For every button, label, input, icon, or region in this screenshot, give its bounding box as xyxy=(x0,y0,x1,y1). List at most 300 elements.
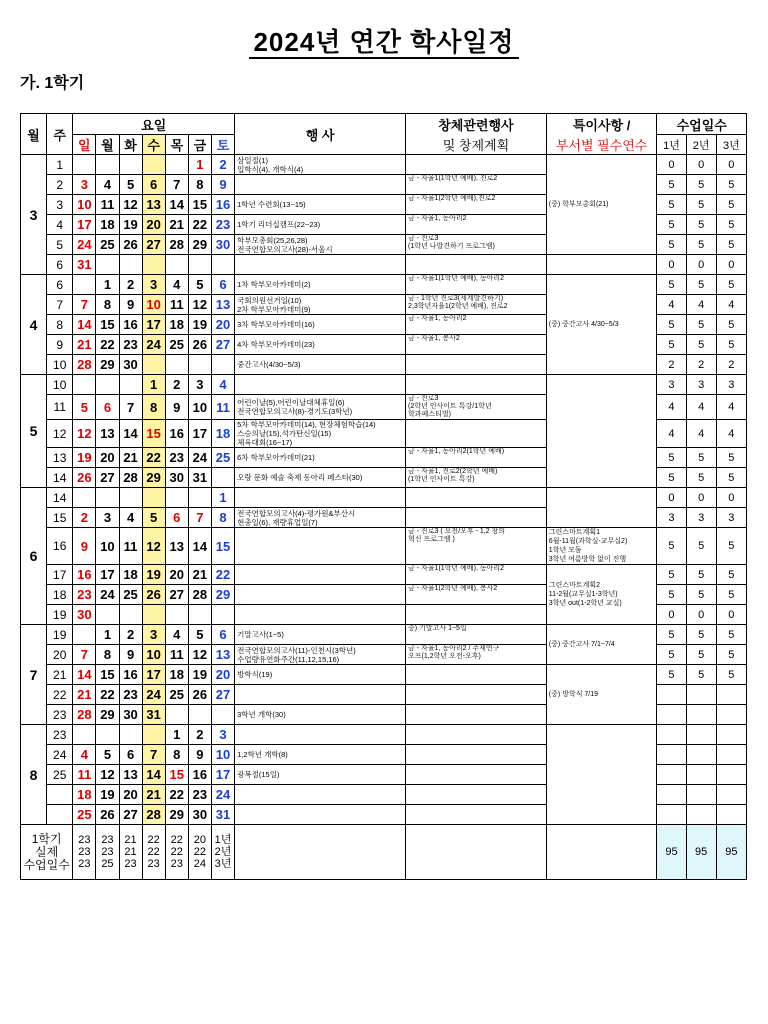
special-header-2: 부서별 필수연수 xyxy=(546,135,657,155)
week-number-cell xyxy=(47,785,73,805)
creative-cell: 금 - 자율1, 동아리2 xyxy=(406,315,547,335)
day-cell: 10 xyxy=(96,528,119,565)
day-cell: 7 xyxy=(73,295,96,315)
creative-cell: 금 - 자율1, 동아리2 xyxy=(406,215,547,235)
day-cell: 4 xyxy=(211,375,234,395)
day-cell xyxy=(96,605,119,625)
day-cell: 29 xyxy=(96,355,119,375)
day-cell: 8 xyxy=(188,175,211,195)
creative-cell xyxy=(406,488,547,508)
week-row xyxy=(21,275,747,295)
classdays-cell: 0 xyxy=(716,488,746,508)
event-cell: 방학식(19) xyxy=(235,665,406,685)
day-cell: 12 xyxy=(142,528,165,565)
day-cell: 10 xyxy=(73,195,96,215)
week-number-cell: 12 xyxy=(47,420,73,448)
day-cell xyxy=(211,355,234,375)
day-cell xyxy=(188,355,211,375)
classdays-cell: 5 xyxy=(686,448,716,468)
day-cell: 7 xyxy=(188,508,211,528)
classdays-cell: 5 xyxy=(716,335,746,355)
day-cell: 22 xyxy=(165,785,188,805)
event-cell xyxy=(235,585,406,605)
day-cell: 8 xyxy=(96,645,119,665)
day-cell: 31 xyxy=(142,705,165,725)
day-cell: 22 xyxy=(211,565,234,585)
day-cell: 18 xyxy=(119,565,142,585)
day-cell xyxy=(142,155,165,175)
day-cell: 4 xyxy=(96,175,119,195)
creative-cell: 금 - 진로3 (2학년 인사이트 특강/1학년 학과페스티벌) xyxy=(406,395,547,420)
day-cell: 25 xyxy=(165,685,188,705)
day-cell: 9 xyxy=(73,528,96,565)
special-cell: (중) 중간고사 7/1~7/4 xyxy=(546,625,657,665)
classdays-cell: 5 xyxy=(716,215,746,235)
creative-cell xyxy=(406,745,547,765)
day-cell: 28 xyxy=(73,355,96,375)
day-cell: 18 xyxy=(165,665,188,685)
day-cell: 11 xyxy=(165,645,188,665)
day-cell: 30 xyxy=(73,605,96,625)
day-cell: 14 xyxy=(119,420,142,448)
day-header-wed: 수 xyxy=(142,135,165,155)
day-cell: 16 xyxy=(119,665,142,685)
day-cell: 28 xyxy=(73,705,96,725)
creative-cell: 금 - 자율1, 동아리2(1학년 예배) xyxy=(406,448,547,468)
day-cell: 4 xyxy=(165,625,188,645)
footer-daycount-value: 22 xyxy=(147,834,160,846)
creative-cell: 금 - 자율1, 동아리2 / 주제연구 오프(1,2학년 오전-오후) xyxy=(406,645,547,665)
classdays-cell: 5 xyxy=(686,528,716,565)
day-cell: 5 xyxy=(188,275,211,295)
week-number-cell: 23 xyxy=(47,705,73,725)
day-cell: 31 xyxy=(211,805,234,825)
day-cell: 1 xyxy=(142,375,165,395)
day-cell: 26 xyxy=(119,235,142,255)
footer-label-line: 수업일수 xyxy=(23,857,70,872)
classdays-cell: 5 xyxy=(657,625,686,645)
day-cell: 20 xyxy=(96,448,119,468)
week-row xyxy=(21,625,747,645)
week-number-cell: 14 xyxy=(47,488,73,508)
day-cell xyxy=(211,468,234,488)
classdays-cell: 5 xyxy=(716,468,746,488)
day-cell xyxy=(188,605,211,625)
day-cell xyxy=(119,605,142,625)
event-cell xyxy=(235,488,406,508)
event-cell: 1학년 수련회(13~15) xyxy=(235,195,406,215)
day-cell xyxy=(165,605,188,625)
classdays-cell: 5 xyxy=(686,565,716,585)
schedule-table xyxy=(20,113,747,880)
week-number-cell: 1 xyxy=(47,155,73,175)
grade-header-3: 3년 xyxy=(716,135,746,155)
footer-daycount-value: 2년 xyxy=(214,846,232,858)
special-cell xyxy=(546,725,657,825)
section-heading: 가. 1학기 xyxy=(20,75,85,92)
day-cell xyxy=(119,255,142,275)
day-cell: 12 xyxy=(188,295,211,315)
day-cell: 2 xyxy=(188,725,211,745)
day-cell: 14 xyxy=(188,528,211,565)
day-cell: 10 xyxy=(142,645,165,665)
events-header: 행 사 xyxy=(235,114,406,155)
day-cell: 26 xyxy=(96,805,119,825)
day-cell: 1 xyxy=(96,275,119,295)
day-cell: 15 xyxy=(165,765,188,785)
classdays-cell: 5 xyxy=(686,585,716,605)
day-cell: 28 xyxy=(142,805,165,825)
classdays-cell: 5 xyxy=(716,235,746,255)
footer-special-cell xyxy=(546,825,657,880)
day-cell: 30 xyxy=(211,235,234,255)
grade-header-1: 1년 xyxy=(657,135,686,155)
day-cell: 17 xyxy=(96,565,119,585)
day-cell: 9 xyxy=(119,295,142,315)
day-cell: 24 xyxy=(142,685,165,705)
week-number-cell: 7 xyxy=(47,295,73,315)
day-cell: 5 xyxy=(119,175,142,195)
day-cell: 23 xyxy=(119,685,142,705)
day-cell: 2 xyxy=(119,275,142,295)
day-cell xyxy=(96,488,119,508)
special-cell: (중) 학부모총회(21) xyxy=(546,155,657,255)
footer-daycount-value: 3년 xyxy=(214,858,232,870)
day-cell: 16 xyxy=(73,565,96,585)
event-cell xyxy=(235,725,406,745)
classdays-cell: 2 xyxy=(657,355,686,375)
week-number-cell: 22 xyxy=(47,685,73,705)
creative-cell xyxy=(406,705,547,725)
day-cell: 27 xyxy=(211,685,234,705)
day-cell: 24 xyxy=(142,335,165,355)
day-cell: 22 xyxy=(142,448,165,468)
day-cell: 26 xyxy=(73,468,96,488)
day-cell: 11 xyxy=(96,195,119,215)
classdays-cell: 5 xyxy=(716,625,746,645)
week-number-cell: 18 xyxy=(47,585,73,605)
week-number-cell xyxy=(47,805,73,825)
month-header: 월 xyxy=(21,114,47,155)
month-cell: 4 xyxy=(21,275,47,375)
week-number-cell: 10 xyxy=(47,375,73,395)
special-cell: 그린스마트계획1 6월-11월(과학실-교무실2) 1학년 모둠 3학년 여름방학 없이 진행 xyxy=(546,528,657,565)
classdays-cell: 0 xyxy=(657,605,686,625)
event-cell xyxy=(235,255,406,275)
event-cell xyxy=(235,175,406,195)
day-cell xyxy=(165,255,188,275)
classdays-cell: 5 xyxy=(686,275,716,295)
day-cell xyxy=(96,725,119,745)
event-cell xyxy=(235,375,406,395)
week-number-cell: 21 xyxy=(47,665,73,685)
footer-daycount-cell xyxy=(188,825,211,880)
day-cell xyxy=(142,355,165,375)
footer-daycount-value: 25 xyxy=(101,858,114,870)
total-classdays-cell: 95 xyxy=(657,825,686,880)
week-header: 주 xyxy=(47,114,73,155)
week-row xyxy=(21,565,747,585)
day-cell xyxy=(73,275,96,295)
classdays-cell: 4 xyxy=(657,395,686,420)
day-cell: 15 xyxy=(142,420,165,448)
month-cell: 6 xyxy=(21,488,47,625)
day-cell: 2 xyxy=(211,155,234,175)
classdays-cell: 5 xyxy=(657,448,686,468)
day-cell xyxy=(73,725,96,745)
event-cell xyxy=(235,685,406,705)
day-cell: 3 xyxy=(96,508,119,528)
creative-cell xyxy=(406,508,547,528)
footer-daycount-value: 22 xyxy=(170,846,183,858)
event-cell xyxy=(235,785,406,805)
classdays-header: 수업일수 xyxy=(657,114,747,135)
day-cell: 18 xyxy=(211,420,234,448)
creative-cell: 금 - 자율1(2학년 예배),진로2 xyxy=(406,195,547,215)
day-cell xyxy=(165,705,188,725)
classdays-cell: 5 xyxy=(716,565,746,585)
week-number-cell: 16 xyxy=(47,528,73,565)
week-number-cell: 20 xyxy=(47,645,73,665)
day-cell: 13 xyxy=(96,420,119,448)
day-cell: 23 xyxy=(211,215,234,235)
event-cell: 학부모총회(25,26,28) 전국연합모의고사(28)-서울시 xyxy=(235,235,406,255)
classdays-cell: 5 xyxy=(657,585,686,605)
day-cell: 16 xyxy=(211,195,234,215)
day-cell: 31 xyxy=(73,255,96,275)
day-cell: 24 xyxy=(211,785,234,805)
day-cell: 3 xyxy=(73,175,96,195)
classdays-cell: 5 xyxy=(686,645,716,665)
day-cell: 24 xyxy=(73,235,96,255)
footer-daycount-cell xyxy=(73,825,96,880)
day-cell: 25 xyxy=(211,448,234,468)
day-cell: 21 xyxy=(142,785,165,805)
classdays-cell: 5 xyxy=(686,335,716,355)
classdays-cell: 5 xyxy=(716,665,746,685)
day-cell: 18 xyxy=(96,215,119,235)
footer-daycount-cell xyxy=(165,825,188,880)
week-row xyxy=(21,528,747,565)
classdays-cell xyxy=(657,745,686,765)
day-cell xyxy=(211,605,234,625)
day-cell: 11 xyxy=(73,765,96,785)
day-cell xyxy=(73,625,96,645)
creative-cell: 금 - 자율1, 봉사2 xyxy=(406,335,547,355)
classdays-cell xyxy=(716,685,746,705)
day-cell: 19 xyxy=(188,665,211,685)
special-cell xyxy=(546,255,657,275)
classdays-cell xyxy=(716,745,746,765)
day-cell: 11 xyxy=(119,528,142,565)
classdays-cell: 4 xyxy=(686,295,716,315)
classdays-cell xyxy=(686,785,716,805)
creative-cell xyxy=(406,420,547,448)
day-header-sat: 토 xyxy=(211,135,234,155)
classdays-cell: 5 xyxy=(716,448,746,468)
day-cell: 1 xyxy=(188,155,211,175)
classdays-cell xyxy=(657,765,686,785)
special-header: 특이사항 / xyxy=(546,114,657,135)
day-cell: 29 xyxy=(188,235,211,255)
day-cell: 10 xyxy=(211,745,234,765)
day-cell: 11 xyxy=(165,295,188,315)
day-cell xyxy=(165,488,188,508)
week-number-cell: 25 xyxy=(47,765,73,785)
month-cell: 3 xyxy=(21,155,47,275)
day-cell: 23 xyxy=(119,335,142,355)
day-cell xyxy=(119,375,142,395)
day-cell: 23 xyxy=(165,448,188,468)
event-cell: 삼일절(1) 입학식(4), 개학식(4) xyxy=(235,155,406,175)
day-header-tue: 화 xyxy=(119,135,142,155)
classdays-cell: 3 xyxy=(657,375,686,395)
creative-cell: 금 - 자율1(2학년 예배), 봉사2 xyxy=(406,585,547,605)
day-cell: 29 xyxy=(211,585,234,605)
special-cell xyxy=(546,488,657,528)
classdays-cell xyxy=(657,805,686,825)
classdays-cell: 5 xyxy=(657,195,686,215)
classdays-cell: 5 xyxy=(716,528,746,565)
event-cell xyxy=(235,528,406,565)
footer-daycount-value: 23 xyxy=(78,858,91,870)
event-cell: 전국연합모의고사(4)-평가원&부산시 현충일(6), 재량휴업일(7) xyxy=(235,508,406,528)
day-cell: 4 xyxy=(73,745,96,765)
classdays-cell: 4 xyxy=(657,420,686,448)
classdays-cell: 5 xyxy=(657,528,686,565)
footer-daycount-value: 21 xyxy=(124,846,137,858)
day-cell xyxy=(188,255,211,275)
day-cell: 19 xyxy=(142,565,165,585)
event-cell xyxy=(235,805,406,825)
day-cell: 9 xyxy=(211,175,234,195)
day-header-sun: 일 xyxy=(73,135,96,155)
footer-daycount-value: 23 xyxy=(124,858,137,870)
day-cell: 27 xyxy=(119,805,142,825)
week-row xyxy=(21,488,747,508)
classdays-cell: 5 xyxy=(686,175,716,195)
day-cell: 14 xyxy=(142,765,165,785)
day-cell: 1 xyxy=(96,625,119,645)
special-cell: (중) 방학식 7/19 xyxy=(546,665,657,725)
creative-cell xyxy=(406,665,547,685)
day-cell: 31 xyxy=(188,468,211,488)
day-cell: 25 xyxy=(119,585,142,605)
day-cell: 19 xyxy=(119,215,142,235)
classdays-cell: 3 xyxy=(716,508,746,528)
classdays-cell xyxy=(686,685,716,705)
week-number-cell: 6 xyxy=(47,275,73,295)
day-cell: 30 xyxy=(165,468,188,488)
classdays-cell xyxy=(716,765,746,785)
classdays-cell xyxy=(716,705,746,725)
classdays-cell: 2 xyxy=(716,355,746,375)
classdays-cell: 0 xyxy=(686,255,716,275)
creative-cell: 중) 기말고사 1~5일 xyxy=(406,625,547,645)
day-cell: 28 xyxy=(165,235,188,255)
day-cell: 27 xyxy=(165,585,188,605)
footer-daycount-value: 1년 xyxy=(214,834,232,846)
day-cell: 19 xyxy=(96,785,119,805)
classdays-cell: 3 xyxy=(686,375,716,395)
classdays-cell: 5 xyxy=(657,335,686,355)
footer-daycount-value: 22 xyxy=(170,834,183,846)
classdays-cell: 0 xyxy=(686,155,716,175)
classdays-cell: 0 xyxy=(716,255,746,275)
classdays-cell xyxy=(657,685,686,705)
footer-daycount-value: 22 xyxy=(147,846,160,858)
day-cell: 27 xyxy=(211,335,234,355)
day-cell: 12 xyxy=(73,420,96,448)
creative-cell: 금 - 진로3 ( 오전/오후 - 1,2 창의 혁신 프로그램 ) xyxy=(406,528,547,565)
day-cell: 9 xyxy=(119,645,142,665)
day-cell xyxy=(142,605,165,625)
classdays-cell: 0 xyxy=(657,155,686,175)
day-cell xyxy=(188,488,211,508)
day-cell: 12 xyxy=(119,195,142,215)
event-cell: 광복절(15일) xyxy=(235,765,406,785)
month-cell: 7 xyxy=(21,625,47,725)
day-cell: 15 xyxy=(211,528,234,565)
week-number-cell: 2 xyxy=(47,175,73,195)
day-cell: 27 xyxy=(96,468,119,488)
day-cell xyxy=(165,155,188,175)
day-cell: 21 xyxy=(165,215,188,235)
day-cell: 2 xyxy=(165,375,188,395)
day-cell xyxy=(211,255,234,275)
classdays-cell: 4 xyxy=(716,420,746,448)
day-cell: 24 xyxy=(188,448,211,468)
day-cell xyxy=(119,488,142,508)
week-number-cell: 14 xyxy=(47,468,73,488)
classdays-cell: 0 xyxy=(657,488,686,508)
day-cell: 6 xyxy=(211,275,234,295)
week-number-cell: 13 xyxy=(47,448,73,468)
day-cell: 5 xyxy=(96,745,119,765)
creative-cell xyxy=(406,805,547,825)
classdays-cell: 4 xyxy=(686,395,716,420)
creative-cell xyxy=(406,685,547,705)
classdays-cell: 5 xyxy=(657,215,686,235)
creative-cell xyxy=(406,765,547,785)
day-cell: 7 xyxy=(165,175,188,195)
classdays-cell: 5 xyxy=(686,665,716,685)
day-cell: 29 xyxy=(142,468,165,488)
day-cell xyxy=(119,155,142,175)
classdays-cell: 0 xyxy=(716,605,746,625)
classdays-cell: 4 xyxy=(716,295,746,315)
day-cell: 8 xyxy=(211,508,234,528)
event-cell xyxy=(235,565,406,585)
page-title: 2024년 연간 학사일정 xyxy=(0,22,768,59)
day-cell: 13 xyxy=(119,765,142,785)
classdays-cell xyxy=(657,705,686,725)
event-cell: 전국연합모의고사(11)-인천시(3학년) 수업량유연화주간(11,12,15,16) xyxy=(235,645,406,665)
day-cell: 4 xyxy=(119,508,142,528)
classdays-cell: 5 xyxy=(657,175,686,195)
day-cell: 20 xyxy=(211,315,234,335)
week-number-cell: 17 xyxy=(47,565,73,585)
classdays-cell xyxy=(686,705,716,725)
classdays-cell: 5 xyxy=(657,315,686,335)
week-number-cell: 15 xyxy=(47,508,73,528)
day-cell xyxy=(142,255,165,275)
day-cell: 6 xyxy=(165,508,188,528)
special-cell xyxy=(546,375,657,488)
event-cell: 중간고사(4/30~5/3) xyxy=(235,355,406,375)
day-cell: 8 xyxy=(96,295,119,315)
classdays-cell: 5 xyxy=(716,585,746,605)
